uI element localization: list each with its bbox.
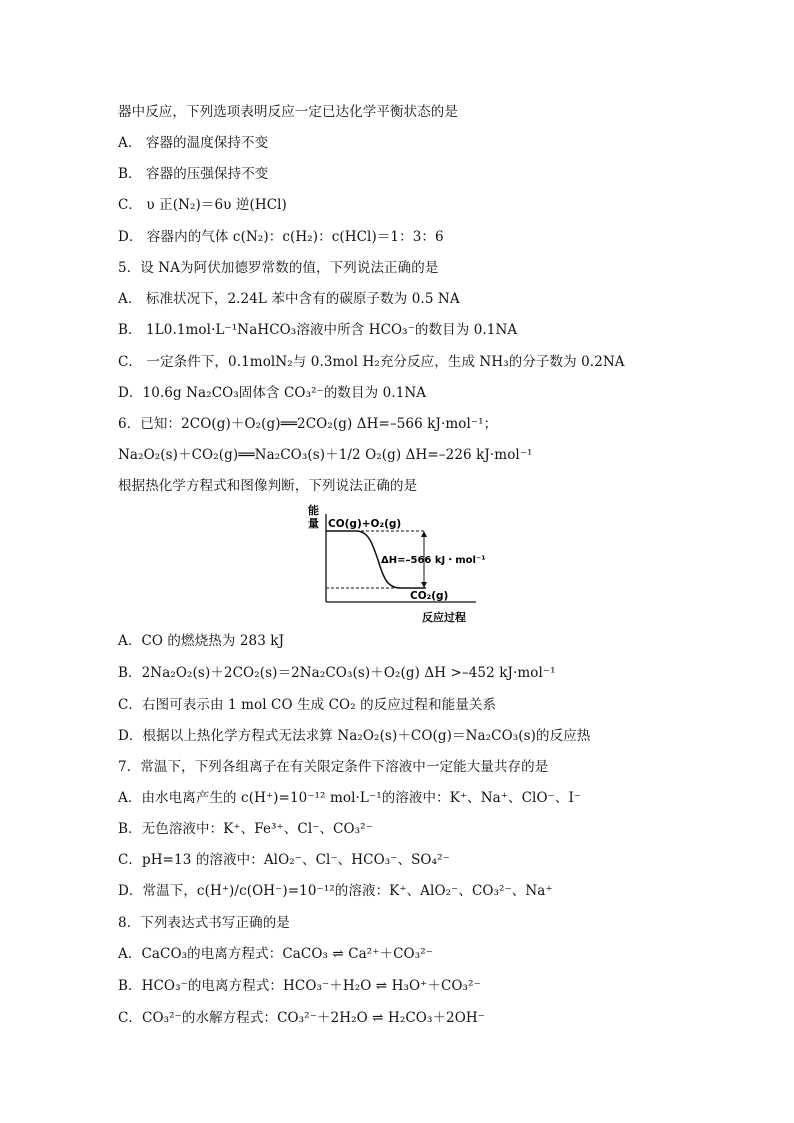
arrow-head-down <box>421 582 427 588</box>
delta-h-label: ΔH=–566 kJ・mol⁻¹ <box>381 555 486 566</box>
question-6-stem: 6．已知：2CO(g)＋O₂(g)══2CO₂(g) ΔH=–566 kJ·mol⁻¹； <box>118 416 498 432</box>
option-a: A． 容器的温度保持不变 <box>118 135 269 151</box>
q7-option-c: C．pH=13 的溶液中：AlO₂⁻、Cl⁻、HCO₃⁻、SO₄²⁻ <box>118 852 450 868</box>
question-5-stem: 5．设 NA为阿伏加德罗常数的值，下列说法正确的是 <box>118 260 439 276</box>
option-b: B． 容器的压强保持不变 <box>118 166 269 182</box>
question-7-stem: 7．常温下，下列各组离子在有关限定条件下溶液中一定能大量共存的是 <box>118 759 549 775</box>
question-text: 器中反应，下列选项表明反应一定已达化学平衡状态的是 <box>118 104 458 120</box>
q5-option-c: C． 一定条件下，0.1molN₂与 0.3mol H₂充分反应，生成 NH₃的分子数为 0.2NA <box>118 354 625 370</box>
y-axis-label-1: 能 <box>308 504 319 517</box>
q5-option-a: A． 标准状况下，2.24L 苯中含有的碳原子数为 0.5 NA <box>118 291 460 307</box>
q5-option-b: B． 1L0.1mol·L⁻¹NaHCO₃溶液中所含 HCO₃⁻的数目为 0.1NA <box>118 322 518 338</box>
q6-option-c: C．右图可表示由 1 mol CO 生成 CO₂ 的反应过程和能量关系 <box>118 697 497 713</box>
q6-option-a: A．CO 的燃烧热为 283 kJ <box>118 633 285 649</box>
q8-option-a: A．CaCO₃的电离方程式：CaCO₃ ⇌ Ca²⁺＋CO₃²⁻ <box>118 946 433 962</box>
question-8-stem: 8．下列表达式书写正确的是 <box>118 915 290 931</box>
q7-option-b: B．无色溶液中：K⁺、Fe³⁺、Cl⁻、CO₃²⁻ <box>118 821 373 837</box>
option-d: D． 容器内的气体 c(N₂)：c(H₂)：c(HCl)＝1：3：6 <box>118 229 444 245</box>
q6-option-b: B．2Na₂O₂(s)＋2CO₂(s)＝2Na₂CO₃(s)＋O₂(g) ΔH >–452 kJ·mol⁻¹ <box>118 665 556 681</box>
reactant-label: CO(g)+O₂(g) <box>328 518 402 530</box>
q7-option-a: A．由水电离产生的 c(H⁺)=10⁻¹² mol·L⁻¹的溶液中：K⁺、Na⁺、ClO⁻、I⁻ <box>118 790 582 806</box>
question-6-equation-2: Na₂O₂(s)＋CO₂(g)══Na₂CO₃(s)＋1/2 O₂(g) ΔH=–226 kJ·mol⁻¹ <box>118 447 533 463</box>
arrow-head-up <box>421 531 427 537</box>
question-6-prompt: 根据热化学方程式和图像判断，下列说法正确的是 <box>118 478 418 494</box>
energy-diagram <box>306 500 496 628</box>
option-c: C． υ 正(N₂)＝6υ 逆(HCl) <box>118 197 287 213</box>
y-axis-label-2: 量 <box>308 517 319 530</box>
x-axis-label: 反应过程 <box>422 611 466 624</box>
q6-option-d: D．根据以上热化学方程式无法求算 Na₂O₂(s)＋CO(g)＝Na₂CO₃(s)的反应热 <box>118 728 591 744</box>
product-label: CO₂(g) <box>410 590 449 602</box>
q5-option-d: D．10.6g Na₂CO₃固体含 CO₃²⁻的数目为 0.1NA <box>118 385 427 401</box>
q7-option-d: D．常温下，c(H⁺)/c(OH⁻)=10⁻¹²的溶液：K⁺、AlO₂⁻、CO₃²⁻、Na⁺ <box>118 883 553 899</box>
q8-option-b: B．HCO₃⁻的电离方程式：HCO₃⁻＋H₂O ⇌ H₃O⁺＋CO₃²⁻ <box>118 978 481 994</box>
q8-option-c: C．CO₃²⁻的水解方程式：CO₃²⁻＋2H₂O ⇌ H₂CO₃＋2OH⁻ <box>118 1010 486 1026</box>
